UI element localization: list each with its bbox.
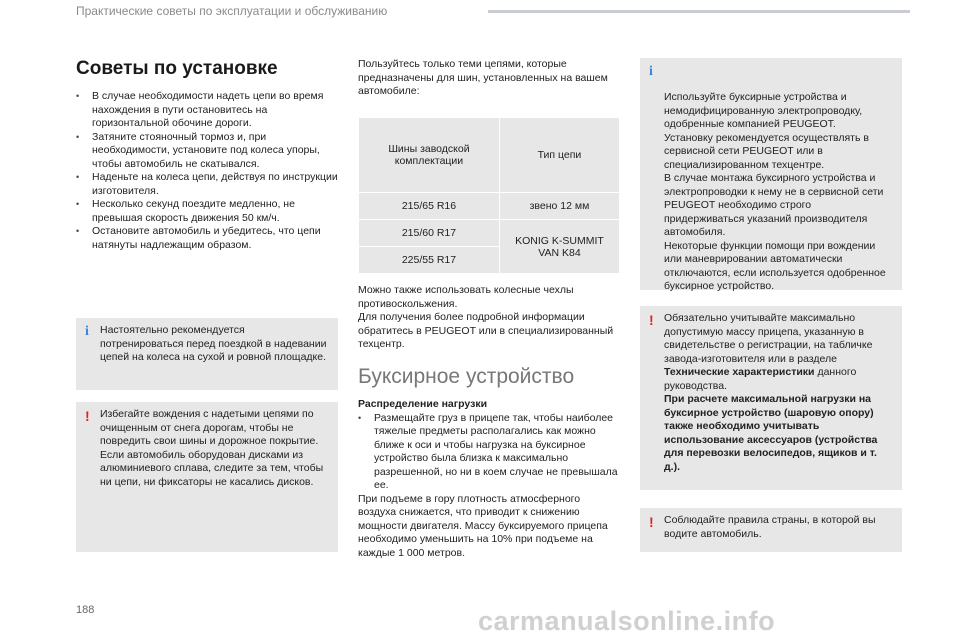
warning-box-rules: [640, 508, 902, 552]
list-item: [76, 198, 338, 225]
warning-box-roads: [76, 402, 338, 552]
warning-text-bold: При расчете максимальной нагрузки на буксирное устройство (шаровую опору) также необходимо учитывать использование аксессуаров (устройства для перевозки велосипедов, ящиков и т. д.).: [664, 393, 878, 473]
list-item: [358, 412, 620, 493]
page-number: 188: [76, 604, 95, 616]
load-distribution: [358, 398, 620, 560]
warning-icon: !: [85, 408, 90, 424]
watermark: carmanualsonline.info: [478, 606, 776, 636]
warning-box-mass: [640, 306, 902, 490]
header-divider: [488, 10, 910, 13]
warning-box-text: [664, 312, 894, 474]
info-box-text: Используйте буксирные устройства и немодифицированную электропроводку, одобренные компанией PEUGEOT. Установку рекомендуется осуществлять в сервисной сети PEUGEOT или в специализированном техцентре. В случае монтажа буксирного устройства и электропроводки к нему не в сервисной сети PEUGEOT необходимо строго придерживаться указаний производителя автомобиля. Некоторые функции помощи при вождении или маневрировании автоматически отключаются, если используется одобренное буксирное устройство.: [664, 91, 886, 292]
installation-steps: [76, 90, 338, 252]
covers-note: Можно также использовать колесные чехлы противоскольжения. Для получения более подробной информации обратитесь в PEUGEOT или в специализированный техцентр.: [358, 284, 614, 350]
list-item-text: Затяните стояночный тормоз и, при необходимости, установите под колеса упоры, чтобы автомобиль не скатывался.: [92, 130, 320, 170]
table-cell-chain: звено 12 мм: [499, 193, 619, 220]
list-item-text: В случае необходимости надеть цепи во время нахождения в пути остановитесь на горизонтальной обочине дороги.: [92, 90, 324, 129]
warning-box-text: Избегайте вождения с надетыми цепями по очищенным от снега дорогам, чтобы не повредить свои шины и дорожное покрытие. Если автомобиль оборудован дисками из алюминиевого сплава, следите за тем, чтобы ни цепи, ни фиксаторы не касались дисков.: [100, 408, 324, 488]
warning-text-part: данного руководства.: [664, 366, 857, 392]
warning-box-text: Соблюдайте правила страны, в которой вы водите автомобиль.: [664, 514, 876, 540]
table-cell-tire: 215/60 R17: [359, 220, 500, 247]
page-title: Советы по установке: [76, 58, 278, 79]
section-title-towbar: Буксирное устройство: [358, 365, 575, 388]
bullet-arrow-icon: •: [358, 412, 362, 423]
list-item: [76, 171, 338, 198]
table-cell-tire: 225/55 R17: [359, 247, 500, 274]
list-item: [76, 225, 338, 252]
table-header-tires: Шины заводской комплектации: [359, 118, 500, 193]
bullet-arrow-icon: •: [76, 172, 80, 182]
list-item-text: Размещайте груз в прицепе так, чтобы наиболее тяжелые предметы располагались как можно ближе к оси и чтобы нагрузка на буксирное устройство была близка к максимально разрешенной, но ни в коем случае не превышала ее.: [374, 411, 618, 491]
list-item: [76, 131, 338, 172]
list-item: [76, 90, 338, 131]
bullet-arrow-icon: •: [76, 91, 80, 101]
bullet-arrow-icon: •: [76, 199, 80, 209]
bullet-arrow-icon: •: [76, 131, 80, 142]
warning-icon: !: [649, 514, 654, 530]
table-header-chain-type: Тип цепи: [499, 118, 619, 193]
info-box-towbar: [640, 58, 902, 290]
warning-text-link: Технические характеристики: [664, 366, 815, 378]
table-cell-chain-merged: KONIG K-SUMMIT VAN K84: [499, 220, 619, 274]
table-cell-tire: 215/65 R16: [359, 193, 500, 220]
warning-icon: !: [649, 312, 654, 328]
load-distribution-title: Распределение нагрузки: [358, 398, 488, 410]
running-header: Практические советы по эксплуатации и обслуживанию: [76, 4, 388, 18]
bullet-arrow-icon: •: [76, 226, 80, 236]
list-item-text: Наденьте на колеса цепи, действуя по инструкции изготовителя.: [92, 171, 338, 197]
list-item-text: Несколько секунд поездите медленно, не превышая скорость движения 50 км/ч.: [92, 198, 295, 224]
chains-table: [358, 117, 620, 274]
altitude-note: При подъеме в гору плотность атмосферного воздуха снижается, что приводит к снижению мощности двигателя. Массу буксируемого прицепа необходимо уменьшить на 10% при подъеме на каждые 1 000 метров.: [358, 492, 608, 559]
warning-text-part: Обязательно учитывайте максимально допустимую массу прицепа, указанную в свидетельстве о регистрации, на табличке завода-изготовителя или в разделе: [664, 312, 873, 365]
info-icon: i: [85, 324, 89, 339]
info-box-practice: [76, 318, 338, 390]
info-box-text: Настоятельно рекомендуется потренироваться перед поездкой в надевании цепей на колеса на сухой и ровной площадке.: [100, 324, 327, 363]
info-icon: i: [649, 64, 653, 79]
list-item-text: Остановите автомобиль и убедитесь, что цепи натянуты надлежащим образом.: [92, 225, 321, 251]
chains-intro: Пользуйтесь только теми цепями, которые предназначены для шин, установленных на вашем автомобиле:: [358, 58, 608, 97]
